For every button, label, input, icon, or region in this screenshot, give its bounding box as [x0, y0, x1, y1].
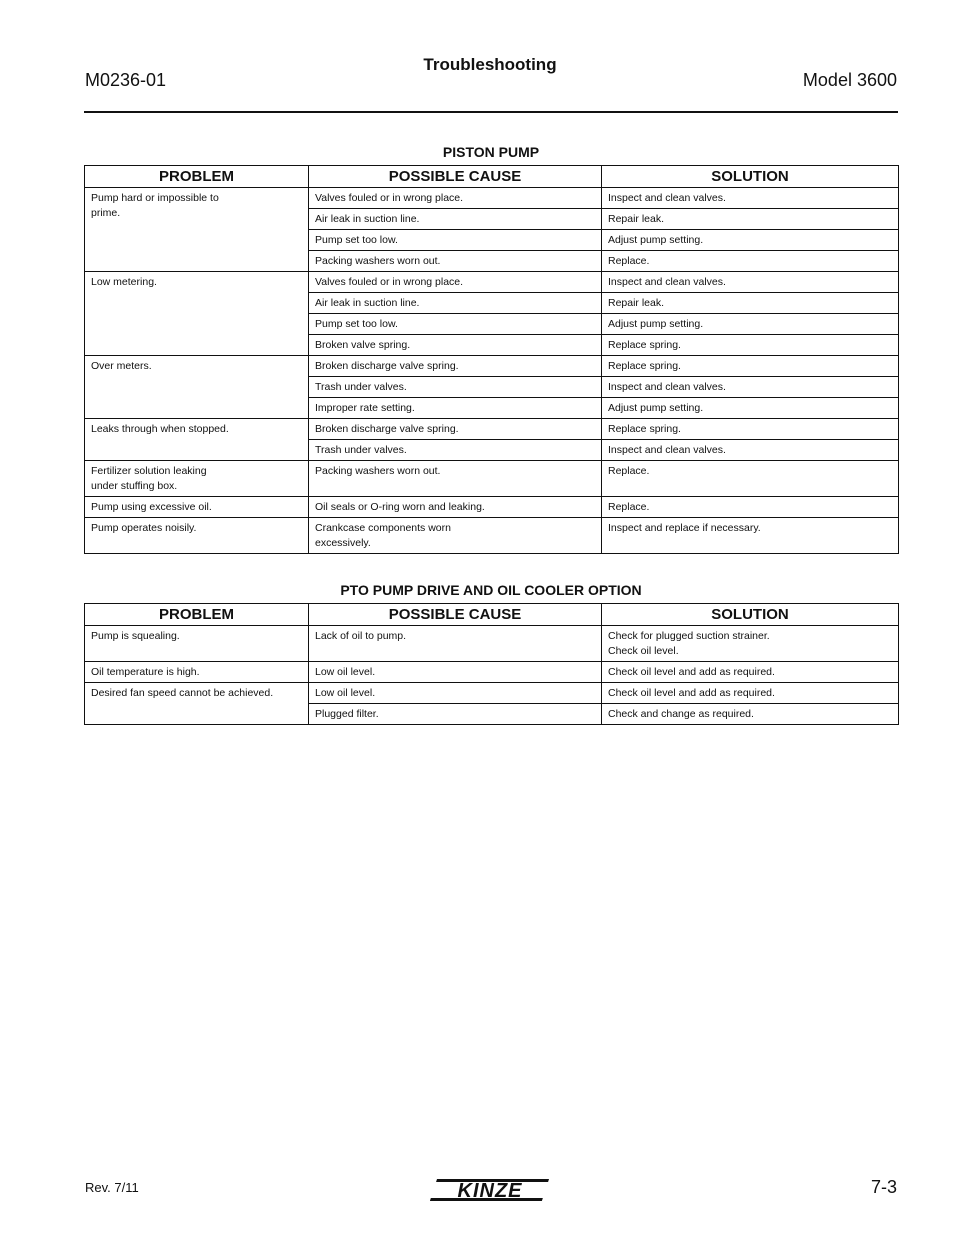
- problem-cell: Leaks through when stopped.: [85, 419, 309, 461]
- piston-pump-title: PISTON PUMP: [442, 144, 540, 160]
- table-row: [85, 518, 899, 554]
- table-row: [85, 497, 899, 518]
- pto-pump-table: [84, 603, 899, 725]
- solution-cell: Inspect and clean valves.: [602, 272, 899, 293]
- cause-cell: Low oil level.: [309, 683, 602, 704]
- cause-cell: Air leak in suction line.: [309, 293, 602, 314]
- cause-cell: Trash under valves.: [309, 440, 602, 461]
- page-title: Troubleshooting: [423, 55, 557, 74]
- problem-cell: Desired fan speed cannot be achieved.: [85, 683, 309, 725]
- problem-cell: Pump using excessive oil.: [85, 497, 309, 518]
- solution-header: SOLUTION: [602, 166, 899, 188]
- problem-header: PROBLEM: [85, 604, 309, 626]
- model-label: Model 3600: [802, 70, 897, 90]
- problem-cell: Pump hard or impossible to prime.: [85, 188, 309, 272]
- solution-cell: Repair leak.: [602, 209, 899, 230]
- table-row: [85, 683, 899, 704]
- cause-cell: Valves fouled or in wrong place.: [309, 188, 602, 209]
- problem-cell: Pump operates noisily.: [85, 518, 309, 554]
- cause-cell: Air leak in suction line.: [309, 209, 602, 230]
- solution-cell: Check oil level and add as required.: [602, 683, 899, 704]
- solution-header: SOLUTION: [602, 604, 899, 626]
- doc-number: M0236-01: [85, 70, 167, 90]
- problem-cell: Pump is squealing.: [85, 626, 309, 662]
- cause-cell: Crankcase components worn excessively.: [309, 518, 602, 554]
- solution-cell: Inspect and clean valves.: [602, 188, 899, 209]
- table-row: [85, 662, 899, 683]
- problem-cell: Fertilizer solution leaking under stuffing box.: [85, 461, 309, 497]
- cause-cell: Broken discharge valve spring.: [309, 356, 602, 377]
- pto-pump-title: PTO PUMP DRIVE AND OIL COOLER OPTION: [340, 582, 642, 598]
- table-row: [85, 461, 899, 497]
- problem-cell: Low metering.: [85, 272, 309, 356]
- cause-header: POSSIBLE CAUSE: [309, 166, 602, 188]
- solution-cell: Adjust pump setting.: [602, 398, 899, 419]
- cause-header: POSSIBLE CAUSE: [309, 604, 602, 626]
- solution-cell: Inspect and clean valves.: [602, 440, 899, 461]
- solution-cell: Check and change as required.: [602, 704, 899, 725]
- problem-cell: Over meters.: [85, 356, 309, 419]
- cause-cell: Packing washers worn out.: [309, 251, 602, 272]
- solution-cell: Replace spring.: [602, 356, 899, 377]
- cause-cell: Broken discharge valve spring.: [309, 419, 602, 440]
- cause-cell: Plugged filter.: [309, 704, 602, 725]
- cause-cell: Improper rate setting.: [309, 398, 602, 419]
- solution-cell: Adjust pump setting.: [602, 314, 899, 335]
- solution-cell: Replace.: [602, 497, 899, 518]
- solution-cell: Check oil level and add as required.: [602, 662, 899, 683]
- solution-cell: Repair leak.: [602, 293, 899, 314]
- cause-cell: Pump set too low.: [309, 314, 602, 335]
- solution-cell: Adjust pump setting.: [602, 230, 899, 251]
- cause-cell: Low oil level.: [309, 662, 602, 683]
- solution-cell: Replace.: [602, 461, 899, 497]
- cause-cell: Pump set too low.: [309, 230, 602, 251]
- cause-cell: Oil seals or O-ring worn and leaking.: [309, 497, 602, 518]
- page-number: 7-3: [870, 1177, 897, 1197]
- solution-cell: Replace spring.: [602, 335, 899, 356]
- solution-cell: Inspect and clean valves.: [602, 377, 899, 398]
- cause-cell: Valves fouled or in wrong place.: [309, 272, 602, 293]
- solution-cell: Replace spring.: [602, 419, 899, 440]
- table-row: [85, 272, 899, 293]
- problem-cell: Oil temperature is high.: [85, 662, 309, 683]
- problem-header: PROBLEM: [85, 166, 309, 188]
- table-row: [85, 188, 899, 209]
- table-row: [85, 419, 899, 440]
- cause-cell: Packing washers worn out.: [309, 461, 602, 497]
- solution-cell: Check for plugged suction strainer. Check oil level.: [602, 626, 899, 662]
- piston-pump-table: [84, 165, 899, 554]
- cause-cell: Trash under valves.: [309, 377, 602, 398]
- kinze-logo: [430, 1176, 550, 1204]
- table-row: [85, 626, 899, 662]
- solution-cell: Replace.: [602, 251, 899, 272]
- revision-label: Rev. 7/11: [85, 1180, 139, 1195]
- cause-cell: Broken valve spring.: [309, 335, 602, 356]
- cause-cell: Lack of oil to pump.: [309, 626, 602, 662]
- solution-cell: Inspect and replace if necessary.: [602, 518, 899, 554]
- logo-wordmark: KINZE: [457, 1180, 523, 1202]
- header-rule: [84, 111, 898, 113]
- table-row: [85, 356, 899, 377]
